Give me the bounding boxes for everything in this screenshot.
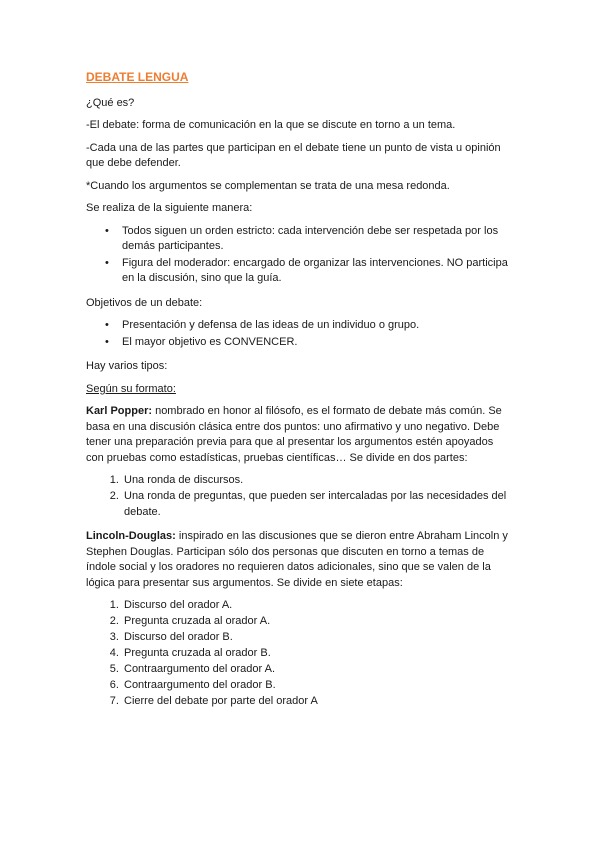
types-intro: Hay varios tipos: — [86, 360, 168, 372]
list-item: 5. Contraargumento del orador A. — [122, 662, 514, 678]
lincoln-douglas-steps — [86, 598, 514, 710]
objectives-heading: Objetivos de un debate: — [86, 296, 203, 309]
karl-popper-paragraph — [86, 404, 514, 466]
document-title: DEBATE LENGUA — [86, 70, 189, 84]
lincoln-douglas-paragraph — [86, 529, 514, 591]
intro-parts: -Cada una de las partes que participan en el debate tiene un punto de vista u opinión que debe defender. — [86, 141, 501, 169]
bullet-icon: • — [105, 224, 109, 237]
bullet-icon: • — [105, 319, 109, 331]
list-item: 3. Discurso del orador B. — [122, 630, 514, 646]
karl-popper-text: nombrado en honor al filósofo, es el formato de debate más común. Se basa en una discusión clásica entre dos puntos: uno afirmativo y uno negativo. Debe tener una preparación previa para que al presentar los argumentos estén apoyados con pruebas como estadísticas, pruebas científicas… Se divide en dos partes: — [86, 405, 502, 464]
objectives-list — [86, 318, 514, 350]
format-heading: Según su formato: — [86, 382, 176, 395]
list-item: 2. Pregunta cruzada al orador A. — [122, 614, 514, 630]
manner-list — [86, 224, 514, 287]
list-item: 1. Una ronda de discursos. — [122, 473, 514, 489]
karl-popper-name: Karl Popper: — [86, 405, 153, 417]
bullet-icon: • — [105, 335, 109, 348]
lincoln-douglas-text: inspirado en las discusiones que se dieron entre Abraham Lincoln y Stephen Douglas. Participan sólo dos personas que discuten en torno a temas de índole social y los oradores no requieren datos adicionales, sino que se valen de la lógica para presentar sus argumentos. Se divide en siete etapas: — [86, 530, 508, 589]
intro-question: ¿Qué es? — [86, 96, 135, 109]
lincoln-douglas-name: Lincoln-Douglas: — [86, 530, 176, 542]
list-item: 6. Contraargumento del orador B. — [122, 678, 514, 694]
karl-popper-steps — [86, 473, 514, 520]
list-item: • Figura del moderador: encargado de organizar las intervenciones. NO participa en la discusión, sino que la guía. — [105, 256, 508, 284]
intro-round-table: *Cuando los argumentos se complementan se trata de una mesa redonda. — [86, 179, 450, 192]
intro-definition: -El debate: forma de comunicación en la que se discute en torno a un tema. — [86, 119, 456, 131]
list-item: 4. Pregunta cruzada al orador B. — [122, 646, 514, 662]
bullet-icon: • — [105, 256, 109, 269]
list-item: 7. Cierre del debate por parte del orador A — [122, 694, 514, 710]
list-item: • El mayor objetivo es CONVENCER. — [122, 335, 514, 351]
list-item: 1. Discurso del orador A. — [122, 598, 514, 614]
manner-heading: Se realiza de la siguiente manera: — [86, 202, 253, 214]
list-item: 2. Una ronda de preguntas, que pueden ser intercaladas por las necesidades del debate. — [122, 489, 514, 520]
list-item: • Todos siguen un orden estricto: cada intervención debe ser respetada por los demás participantes. — [105, 224, 499, 252]
list-item: • Presentación y defensa de las ideas de un individuo o grupo. — [122, 318, 514, 334]
